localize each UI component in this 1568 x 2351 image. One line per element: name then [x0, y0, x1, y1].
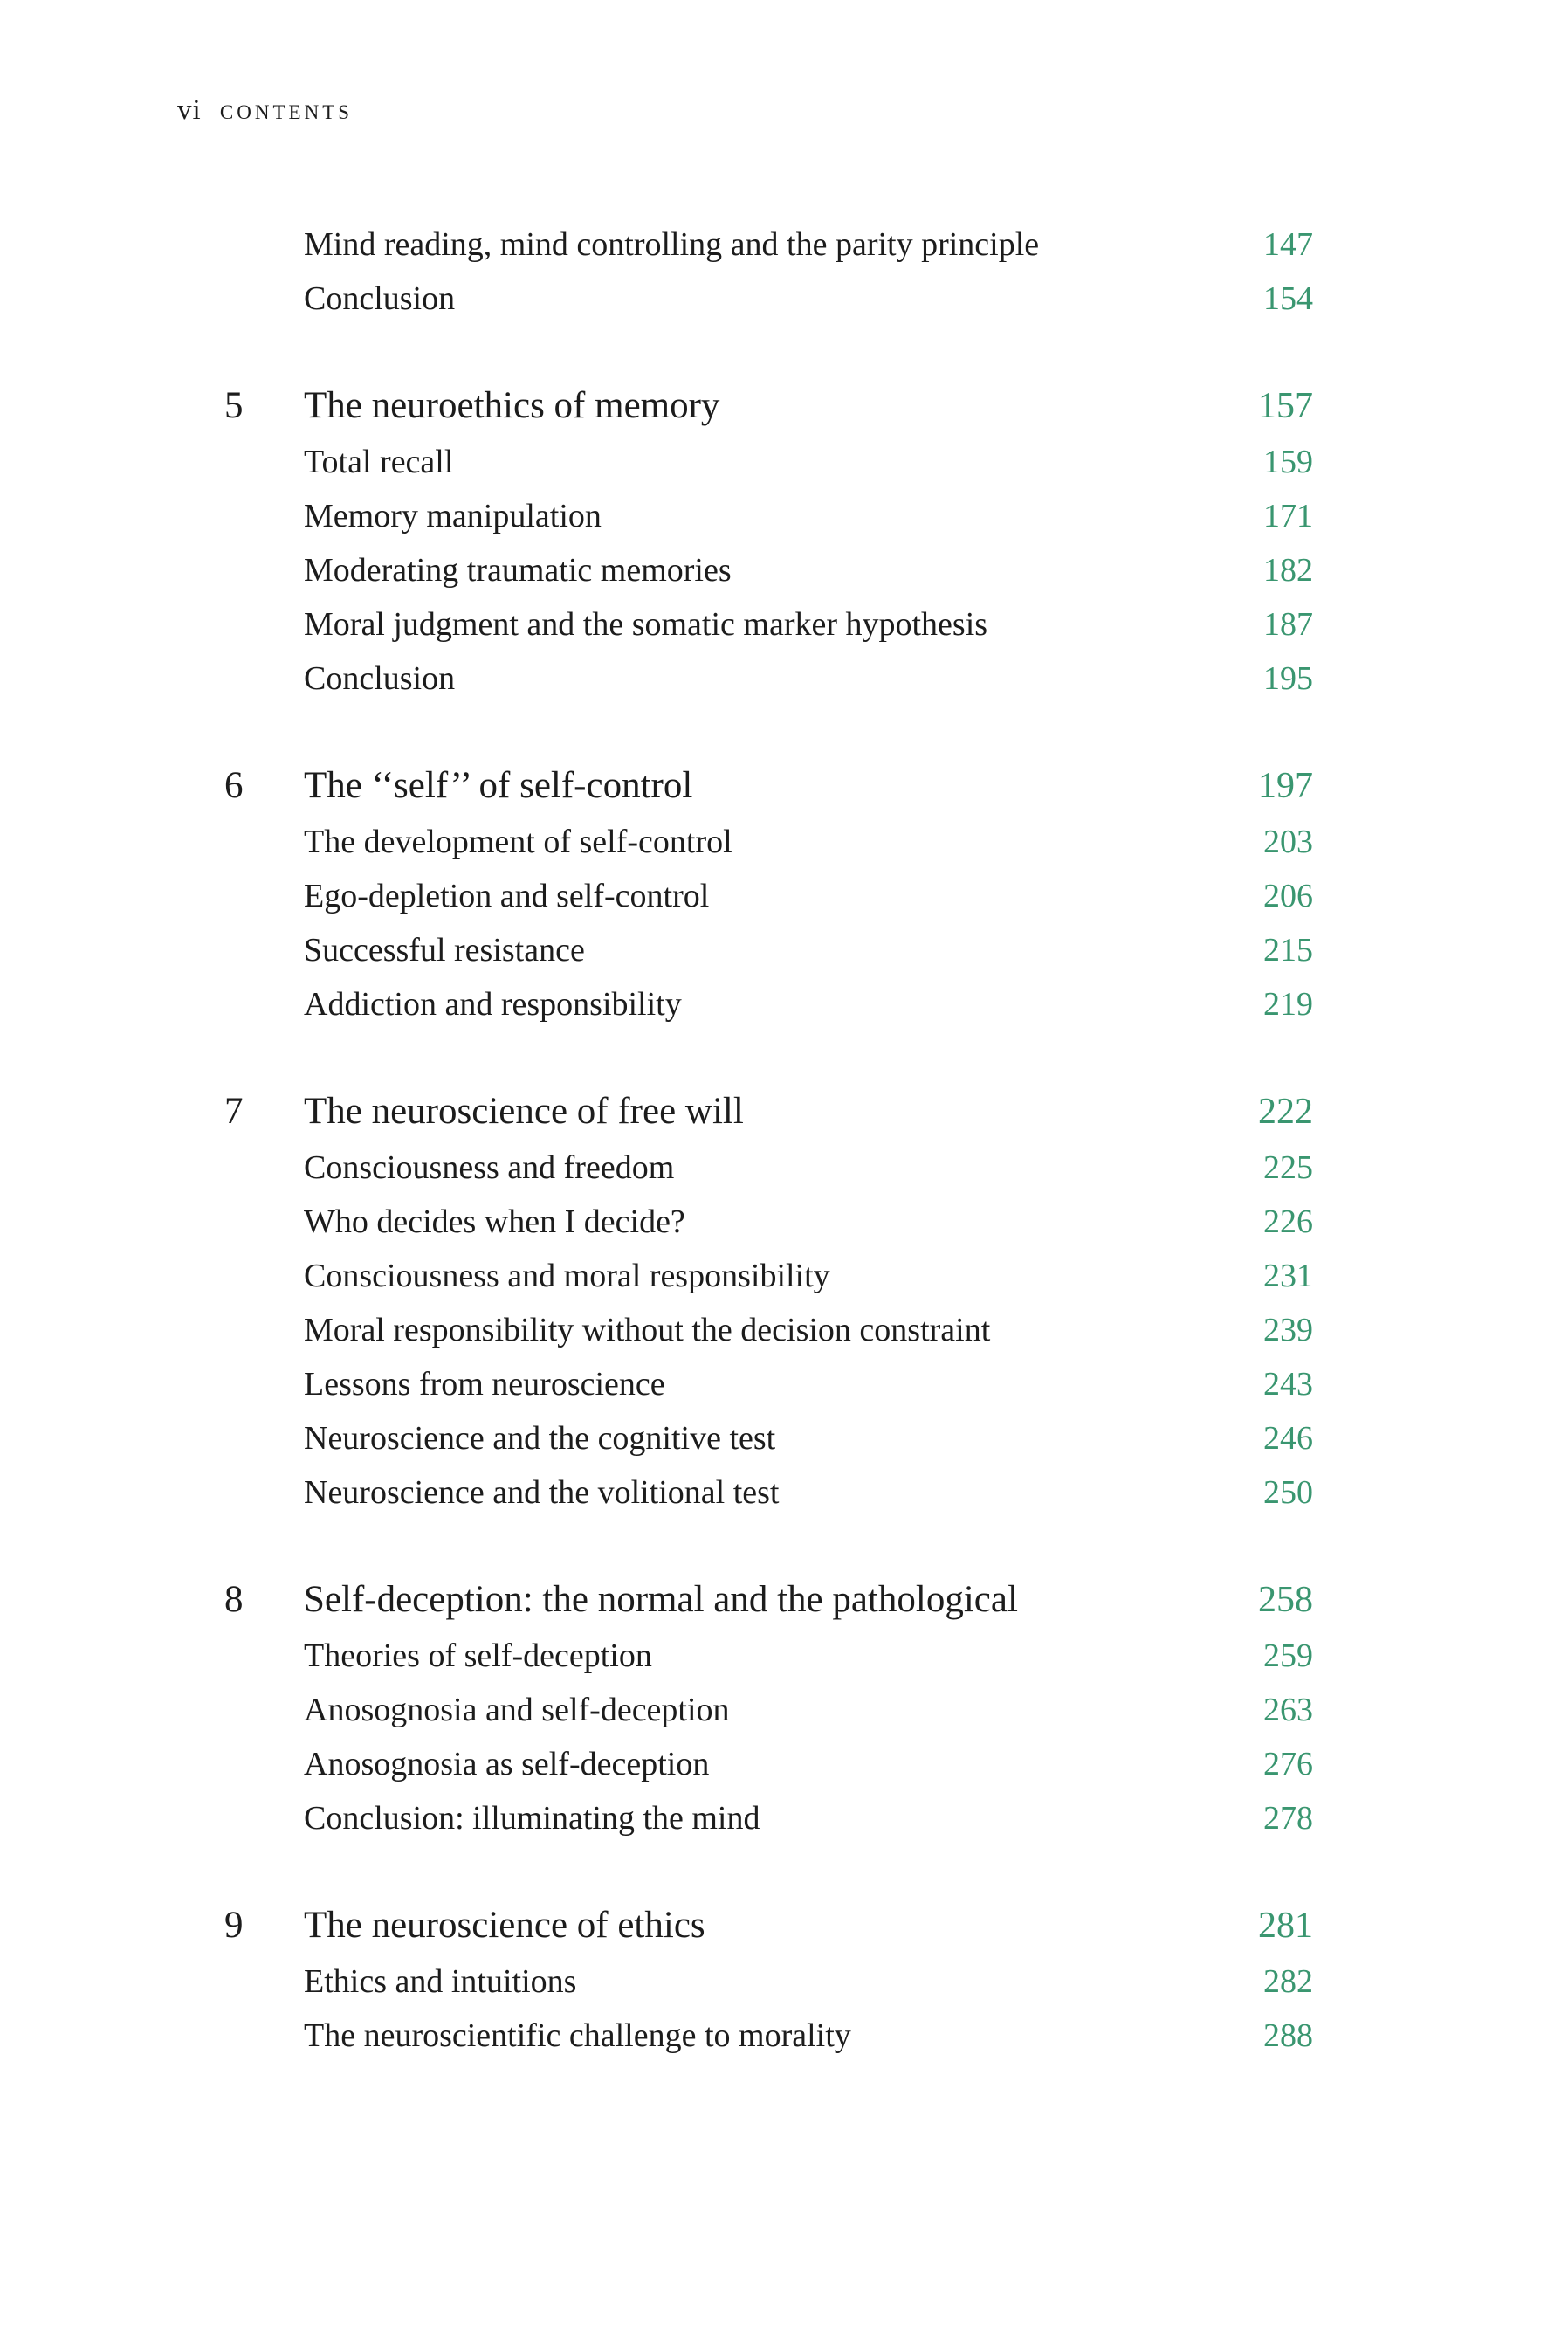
entry-page: 171 — [1263, 498, 1313, 534]
entry-page: 187 — [1263, 606, 1313, 643]
chapter-page: 197 — [1258, 766, 1313, 806]
entry-page: 206 — [1263, 878, 1313, 914]
entry-title: Neuroscience and the volitional test — [304, 1474, 780, 1511]
toc-entry[interactable] — [0, 1630, 1568, 1684]
entry-page: 246 — [1263, 1420, 1313, 1457]
toc-entry[interactable] — [0, 1196, 1568, 1250]
page-number: vi — [177, 94, 202, 126]
chapter-page: 258 — [1258, 1580, 1313, 1620]
entry-title: Moral judgment and the somatic marker hypothesis — [304, 606, 988, 643]
entry-page: 203 — [1263, 824, 1313, 860]
toc-entry[interactable] — [0, 1250, 1568, 1304]
entry-title: Conclusion — [304, 280, 456, 317]
chapter-title: The neuroscience of ethics — [304, 1905, 705, 1946]
entry-page: 195 — [1263, 660, 1313, 697]
chapter-heading[interactable] — [0, 380, 1568, 436]
toc-entry[interactable] — [0, 1466, 1568, 1520]
toc-entry[interactable] — [0, 490, 1568, 544]
chapter-number: 7 — [224, 1091, 244, 1132]
chapter-heading[interactable] — [0, 1899, 1568, 1955]
entry-page: 147 — [1263, 226, 1313, 263]
entry-page: 250 — [1263, 1474, 1313, 1511]
toc-entry[interactable] — [0, 1792, 1568, 1846]
toc-entry[interactable] — [0, 436, 1568, 490]
entry-title: The development of self-control — [304, 824, 732, 860]
toc-entry[interactable] — [0, 598, 1568, 652]
chapter-number: 6 — [224, 765, 244, 806]
entry-title: Mind reading, mind controlling and the parity principle — [304, 226, 1040, 263]
toc-entry[interactable] — [0, 1412, 1568, 1466]
toc-entry[interactable] — [0, 1141, 1568, 1196]
entry-title: Conclusion: illuminating the mind — [304, 1800, 760, 1837]
entry-page: 215 — [1263, 932, 1313, 969]
entry-page: 288 — [1263, 2017, 1313, 2054]
entry-title: Moderating traumatic memories — [304, 552, 732, 589]
entry-page: 154 — [1263, 280, 1313, 317]
entry-title: Total recall — [304, 444, 454, 480]
entry-title: Anosognosia and self-deception — [304, 1692, 730, 1728]
toc-entry[interactable] — [0, 924, 1568, 978]
entry-title: Consciousness and moral responsibility — [304, 1258, 830, 1294]
chapter-number: 5 — [224, 385, 244, 426]
entry-page: 278 — [1263, 1800, 1313, 1837]
entry-page: 243 — [1263, 1366, 1313, 1403]
table-of-contents — [0, 218, 1568, 2064]
entry-page: 263 — [1263, 1692, 1313, 1728]
entry-title: Consciousness and freedom — [304, 1149, 675, 1186]
entry-page: 159 — [1263, 444, 1313, 480]
entry-title: Successful resistance — [304, 932, 585, 969]
toc-entry[interactable] — [0, 2010, 1568, 2064]
entry-page: 239 — [1263, 1312, 1313, 1348]
running-head — [177, 94, 353, 127]
toc-entry[interactable] — [0, 1358, 1568, 1412]
entry-page: 182 — [1263, 552, 1313, 589]
chapter-page: 222 — [1258, 1092, 1313, 1132]
entry-title: Moral responsibility without the decision constraint — [304, 1312, 991, 1348]
toc-entry[interactable] — [0, 1738, 1568, 1792]
chapter-title: Self-deception: the normal and the pathological — [304, 1579, 1018, 1620]
entry-page: 219 — [1263, 986, 1313, 1023]
entry-title: Lessons from neuroscience — [304, 1366, 665, 1403]
chapter-title: The neuroscience of free will — [304, 1091, 744, 1132]
chapter-number: 8 — [224, 1579, 244, 1620]
entry-page: 226 — [1263, 1203, 1313, 1240]
chapter-page: 281 — [1258, 1906, 1313, 1946]
entry-page: 282 — [1263, 1963, 1313, 2000]
entry-title: Theories of self-deception — [304, 1637, 652, 1674]
entry-title: Anosognosia as self-deception — [304, 1746, 710, 1782]
chapter-heading[interactable] — [0, 1574, 1568, 1630]
entry-title: Addiction and responsibility — [304, 986, 682, 1023]
toc-entry[interactable] — [0, 978, 1568, 1032]
entry-page: 231 — [1263, 1258, 1313, 1294]
entry-title: Memory manipulation — [304, 498, 602, 534]
toc-entry[interactable] — [0, 544, 1568, 598]
running-title: contents — [219, 94, 354, 126]
entry-title: Ethics and intuitions — [304, 1963, 577, 2000]
chapter-heading[interactable] — [0, 760, 1568, 816]
chapter-title: The neuroethics of memory — [304, 385, 720, 426]
chapter-page: 157 — [1258, 386, 1313, 426]
chapter-title: The ‘‘self’’ of self-control — [304, 765, 693, 806]
entry-page: 276 — [1263, 1746, 1313, 1782]
entry-page: 259 — [1263, 1637, 1313, 1674]
entry-title: The neuroscientific challenge to morality — [304, 2017, 851, 2054]
entry-title: Neuroscience and the cognitive test — [304, 1420, 776, 1457]
toc-entry[interactable] — [0, 218, 1568, 272]
entry-title: Ego-depletion and self-control — [304, 878, 710, 914]
entry-title: Conclusion — [304, 660, 456, 697]
toc-entry[interactable] — [0, 1955, 1568, 2010]
toc-entry[interactable] — [0, 272, 1568, 327]
toc-entry[interactable] — [0, 1684, 1568, 1738]
toc-entry[interactable] — [0, 1304, 1568, 1358]
chapter-number: 9 — [224, 1905, 244, 1946]
chapter-heading[interactable] — [0, 1086, 1568, 1141]
toc-entry[interactable] — [0, 816, 1568, 870]
toc-entry[interactable] — [0, 652, 1568, 707]
entry-page: 225 — [1263, 1149, 1313, 1186]
entry-title: Who decides when I decide? — [304, 1203, 685, 1240]
toc-entry[interactable] — [0, 870, 1568, 924]
